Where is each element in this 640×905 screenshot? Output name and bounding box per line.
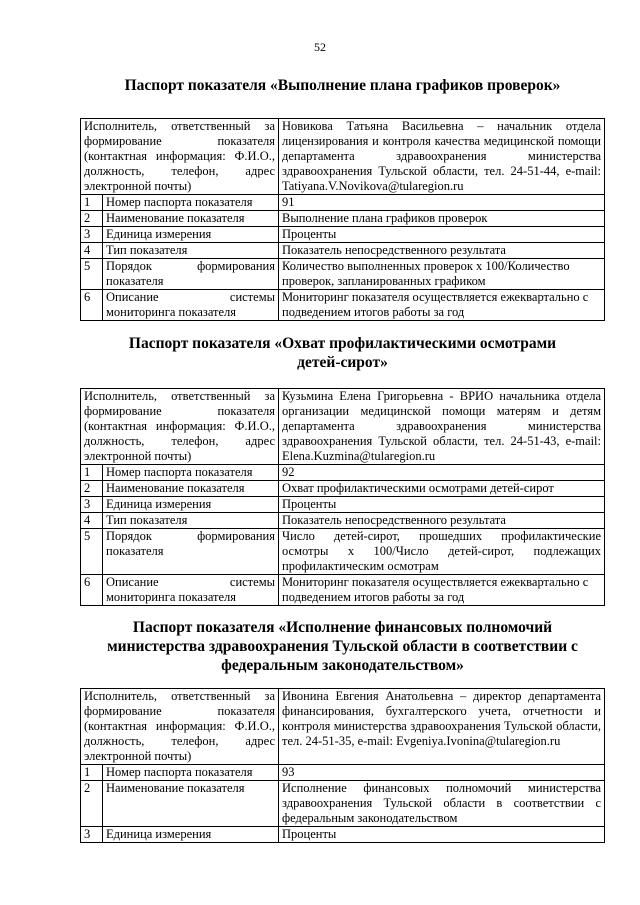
table-row [81,290,605,321]
row-label: Номер паспорта показателя [103,195,279,211]
row-value: Показатель непосредственного результата [279,243,605,259]
table-row [81,781,605,827]
row-number: 3 [81,827,103,843]
section-title-line: Паспорт показателя «Охват профилактическими осмотрами [128,335,557,352]
row-value: 93 [279,765,605,781]
row-number: 3 [81,227,103,243]
row-label: Единица измерения [103,227,279,243]
row-value: Мониторинг показателя осуществляется ежеквартально с подведением итогов работы за год [279,575,605,606]
row-label: Описание системы мониторинга показателя [103,575,279,606]
executor-row [81,119,605,195]
section-title-line: Паспорт показателя «Исполнение финансовых полномочий [132,619,553,636]
table-row [81,227,605,243]
row-value: Показатель непосредственного результата [279,513,605,529]
page-number: 52 [314,40,326,54]
row-value: Исполнение финансовых полномочий министерства здравоохранения Тульской области в соответствии с федеральным законодательством [279,781,605,827]
table-row [81,481,605,497]
row-value: Проценты [279,497,605,513]
section-1-table [80,118,605,321]
row-number: 2 [81,211,103,227]
row-number: 1 [81,195,103,211]
row-label: Наименование показателя [103,781,279,827]
executor-row [81,389,605,465]
section-3-table [80,688,605,843]
executor-value: Новикова Татьяна Васильевна – начальник отдела лицензирования и контроля качества медицинской помощи департамента здравоохранения министерства здравоохранения Тульской области, тел. 24-51-44, e-mail: Tatiyana.V.Novikova@tularegion.ru [279,119,605,195]
row-label: Единица измерения [103,497,279,513]
row-number: 2 [81,781,103,827]
executor-value: Ивонина Евгения Анатольевна – директор департамента финансирования, бухгалтерского учета, отчетности и контроля министерства здравоохранения Тульской области, тел. 24-51-35, e-mail: Evgeniya.Ivonina@tularegion.ru [279,689,605,765]
table-row [81,211,605,227]
section-3-title [80,618,605,675]
table-row [81,529,605,575]
executor-label: Исполнитель, ответственный за формирование показателя (контактная информация: Ф.И.О., должность, телефон, адрес электронной почты) [81,389,279,465]
table-row [81,827,605,843]
section-2-title [80,334,605,372]
table-row [81,465,605,481]
row-value: 91 [279,195,605,211]
row-value: Выполнение плана графиков проверок [279,211,605,227]
row-label: Описание системы мониторинга показателя [103,290,279,321]
row-label: Порядок формирования показателя [103,529,279,575]
row-label: Наименование показателя [103,481,279,497]
table-row [81,513,605,529]
executor-label: Исполнитель, ответственный за формирование показателя (контактная информация: Ф.И.О., должность, телефон, адрес электронной почты) [81,119,279,195]
row-value: Охват профилактическими осмотрами детей-сирот [279,481,605,497]
section-title-line: федеральным законодательством» [221,657,464,674]
row-label: Единица измерения [103,827,279,843]
row-number: 1 [81,465,103,481]
row-number: 4 [81,513,103,529]
row-label: Тип показателя [103,243,279,259]
row-label: Номер паспорта показателя [103,765,279,781]
table-row [81,195,605,211]
table-row [81,497,605,513]
row-number: 3 [81,497,103,513]
table-row [81,575,605,606]
section-2-table [80,388,605,606]
row-number: 5 [81,259,103,290]
section-title-line: Паспорт показателя «Выполнение плана графиков проверок» [124,77,561,94]
row-label: Номер паспорта показателя [103,465,279,481]
row-number: 4 [81,243,103,259]
executor-label: Исполнитель, ответственный за формирование показателя (контактная информация: Ф.И.О., должность, телефон, адрес электронной почты) [81,689,279,765]
table-row [81,259,605,290]
table-row [81,243,605,259]
row-label: Тип показателя [103,513,279,529]
table-row [81,765,605,781]
row-value: 92 [279,465,605,481]
executor-value: Кузьмина Елена Григорьевна - ВРИО начальника отдела организации медицинской помощи матерям и детям департамента здравоохранения министерства здравоохранения Тульской области, тел. 24-51-43, e-mail: Elena.Kuzmina@tularegion.ru [279,389,605,465]
executor-row [81,689,605,765]
row-value: Число детей-сирот, прошедших профилактические осмотры х 100/Число детей-сирот, подлежащих профилактическим осмотрам [279,529,605,575]
row-value: Мониторинг показателя осуществляется ежеквартально с подведением итогов работы за год [279,290,605,321]
row-number: 1 [81,765,103,781]
section-title-line: детей-сирот» [297,354,388,371]
section-1-title [80,76,605,95]
row-value: Проценты [279,827,605,843]
row-number: 6 [81,290,103,321]
section-title-line: министерства здравоохранения Тульской области в соответствии с [107,638,578,655]
row-number: 5 [81,529,103,575]
row-label: Наименование показателя [103,211,279,227]
row-number: 2 [81,481,103,497]
row-label: Порядок формирования показателя [103,259,279,290]
row-number: 6 [81,575,103,606]
row-value: Проценты [279,227,605,243]
row-value: Количество выполненных проверок х 100/Количество проверок, запланированных графиком [279,259,605,290]
